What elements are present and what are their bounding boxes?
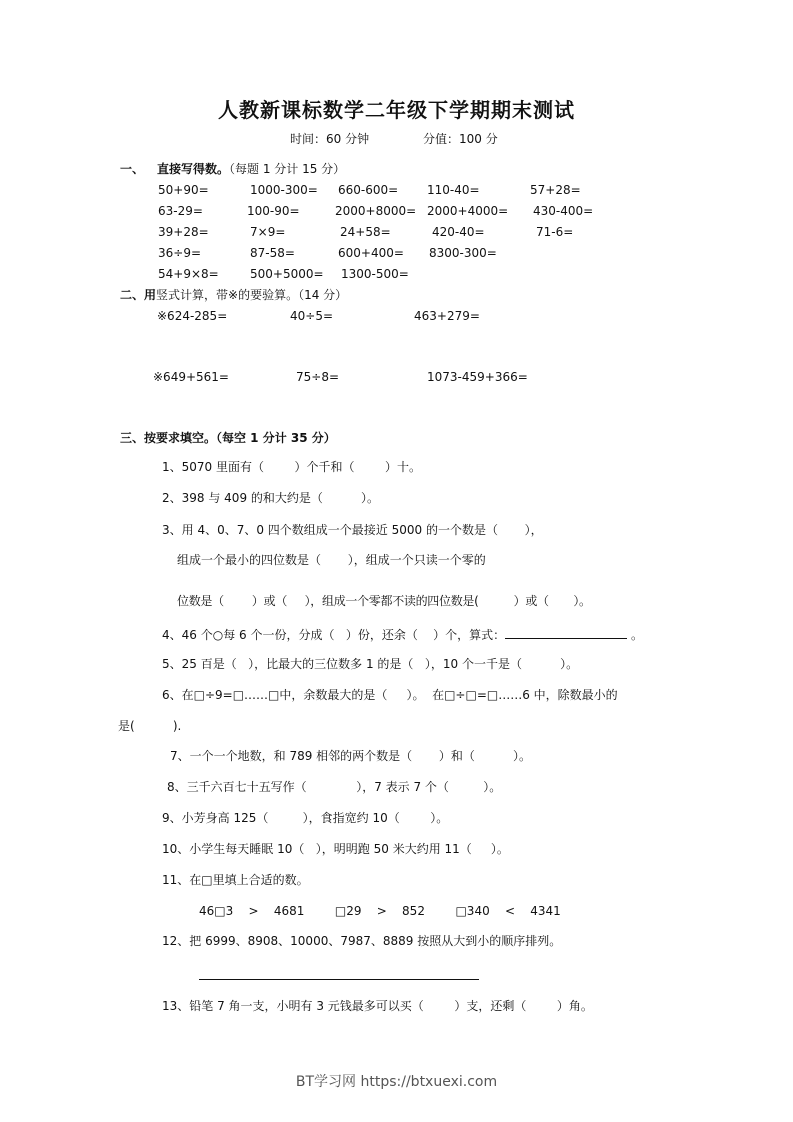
question-4-text: 4、46 个○每 6 个一份，分成（ ）份，还余（ ）个，算式： [162,628,506,642]
question-11: 11、在□里填上合适的数。 [162,873,309,887]
question-10: 10、小学生每天睡眠 10（ ），明明跑 50 米大约用 11（ ）。 [162,842,509,856]
page-title: 人教新课标数学二年级下学期期末测试 [218,98,575,122]
question-13: 13、铅笔 7 角一支，小明有 3 元钱最多可以买（ ）支，还剩（ ）角。 [162,999,593,1013]
section2-heading [120,287,347,303]
problem: 24+58= [340,225,391,239]
exam-time: 时间：60 分钟 [290,132,370,146]
section2-number: 二、 [120,288,145,302]
question-9: 9、小芳身高 125（ ），食指宽约 10（ ）。 [162,811,449,825]
question-12: 12、把 6999、8908、10000、7987、8889 按照从大到小的顺序排列。 [162,934,562,948]
question-6-line2: 是( ). [118,719,182,733]
section2-title-bold: 用 [144,288,157,302]
problem: 2000+8000= [335,204,417,218]
problem: 54+9×8= [158,267,219,281]
problem: 75÷8= [296,370,340,384]
problem: 420-40= [432,225,485,239]
section1-heading [157,161,345,177]
question-1: 1、5070 里面有（ ）个千和（ ）十。 [162,460,422,474]
problem: 500+5000= [250,267,324,281]
footer-watermark: BT学习网 https://btxuexi.com [295,1074,498,1090]
section1-title: 直接写得数。 [157,162,230,176]
problem: 430-400= [533,204,594,218]
problem: 50+90= [158,183,209,197]
problem: 1300-500= [341,267,409,281]
question-4 [162,626,643,643]
answer-blank-line [199,979,479,980]
exam-score: 分值：100 分 [423,132,498,146]
question-3: 3、用 4、0、7、0 四个数组成一个最接近 5000 的一个数是（ ）， [162,523,543,537]
problem: 600+400= [338,246,404,260]
problem: 36÷9= [158,246,202,260]
section1-note: （每题 1 分计 15 分） [229,162,346,176]
problem: 660-600= [338,183,399,197]
question-3-line2: 组成一个最小的四位数是（ ），组成一个只读一个零的 [177,553,486,567]
problem: 100-90= [247,204,300,218]
problem: 110-40= [427,183,480,197]
problem: ※649+561= [153,370,229,384]
section3-heading: 三、按要求填空。（每空 1 分计 35 分） [120,431,336,445]
question-11-comparisons: 46□3 > 4681 □29 > 852 □340 < 4341 [199,904,561,918]
problem: 463+279= [414,309,480,323]
question-4-end: 。 [627,628,643,642]
problem: 40÷5= [290,309,334,323]
question-3-line3: 位数是（ ）或（ ），组成一个零都不读的四位数是( ）或（ ）。 [177,594,591,608]
question-6: 6、在□÷9=□……□中，余数最大的是（ ）。 在□÷□=□……6 中，除数最小的 [162,688,618,702]
section1-number: 一、 [120,162,145,176]
problem: 71-6= [536,225,574,239]
answer-blank-line [505,626,627,639]
section2-title: 竖式计算，带※的要验算。（14 分） [156,288,348,302]
problem: 1073-459+366= [427,370,528,384]
problem: 8300-300= [429,246,497,260]
problem: ※624-285= [157,309,228,323]
question-7: 7、一个一个地数，和 789 相邻的两个数是（ ）和（ ）。 [170,749,532,763]
question-5: 5、25 百是（ ），比最大的三位数多 1 的是（ ），10 个一千是（ ）。 [162,657,579,671]
problem: 63-29= [158,204,203,218]
problem: 39+28= [158,225,209,239]
question-8: 8、三千六百七十五写作（ ），7 表示 7 个（ ）。 [167,780,502,794]
problem: 87-58= [250,246,295,260]
problem: 1000-300= [250,183,318,197]
question-2: 2、398 与 409 的和大约是（ ）。 [162,491,380,505]
problem: 7×9= [250,225,286,239]
problem: 2000+4000= [427,204,509,218]
problem: 57+28= [530,183,581,197]
